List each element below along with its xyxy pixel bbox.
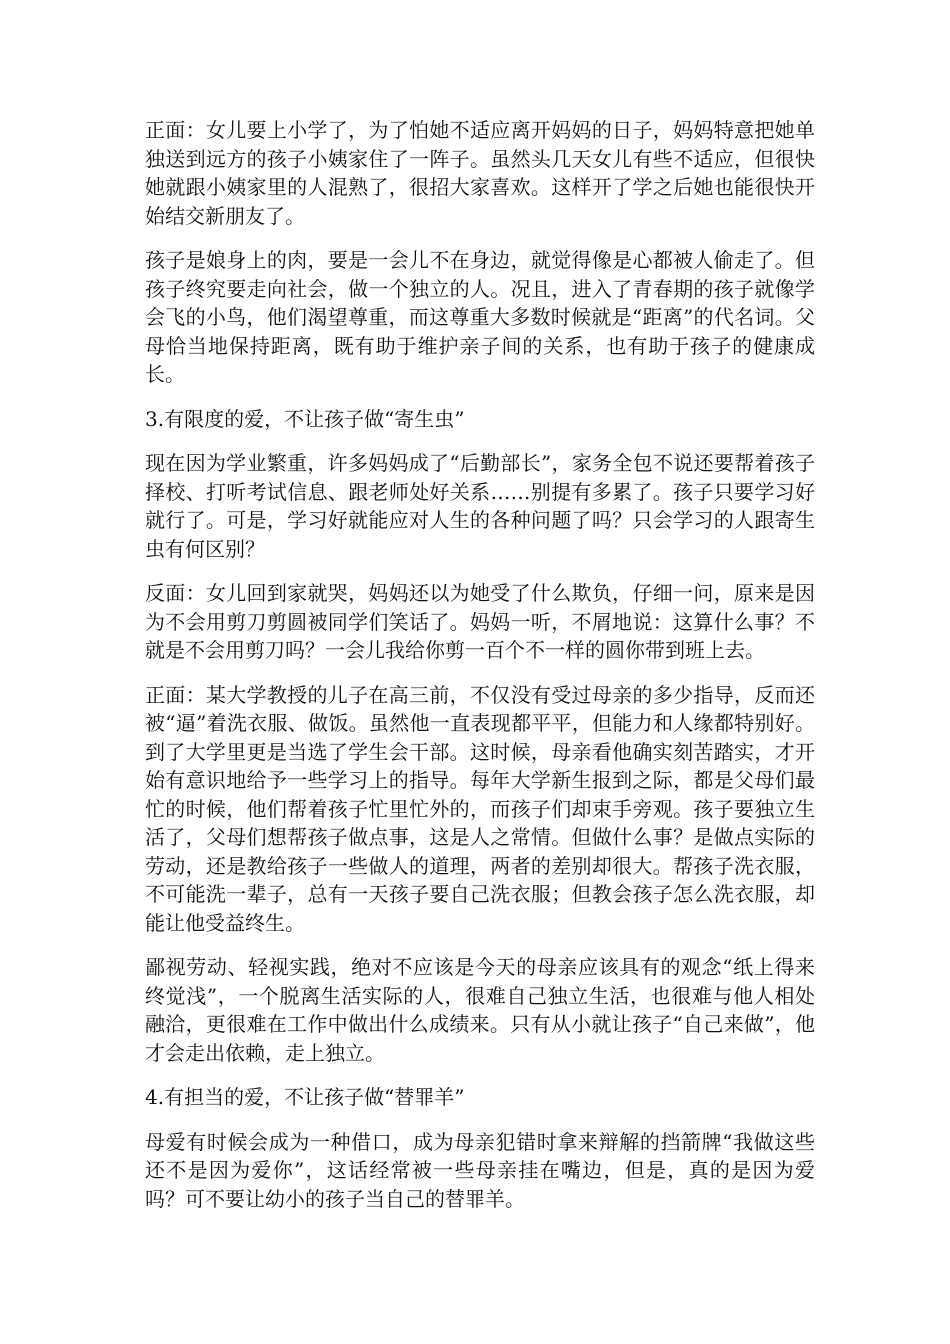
paragraph-logistics-mother: 现在因为学业繁重，许多妈妈成了“后勤部长”，家务全包不说还要帮着孩子择校、打听考试信息、跟老师处好关系……别提有多累了。孩子只要学习好就行了。可是，学习好就能应对人生的各种问题了吗？只会学习的人跟寄生虫有何区别？ [145, 451, 815, 561]
section-heading-3: 3.有限度的爱，不让孩子做“寄生虫” [145, 406, 465, 431]
paragraph-labor-practice: 鄙视劳动、轻视实践，绝对不应该是今天的母亲应该具有的观念“纸上得来终觉浅”，一个脱离生活实际的人，很难自己独立生活，也很难与他人相处融洽，更很难在工作中做出什么成绩来。只有从小就让孩子“自己来做”，他才会走出依赖，走上独立。 [145, 955, 815, 1065]
paragraph-positive-example-kindergarten: 正面：女儿要上小学了，为了怕她不适应离开妈妈的日子，妈妈特意把她单独送到远方的孩子小姨家住了一阵子。虽然头几天女儿有些不适应，但很快她就跟小姨家里的人混熟了，很招大家喜欢。这样开了学之后她也能很快开始结交新朋友了。 [145, 118, 815, 228]
paragraph-positive-example-professor: 正面：某大学教授的儿子在高三前，不仅没有受过母亲的多少指导，反而还被“逼”着洗衣服、做饭。虽然他一直表现都平平，但能力和人缘都特别好。到了大学里更是当选了学生会干部。这时候，母亲看他确实刻苦踏实，才开始有意识地给予一些学习上的指导。每年大学新生报到之际，都是父母们最忙的时候，他们帮着孩子忙里忙外的，而孩子们却束手旁观。孩子要独立生活了，父母们想帮孩子做点事，这是人之常情。但做什么事？是做点实际的劳动，还是教给孩子一些做人的道理，两者的差别却很大。帮孩子洗衣服，不可能洗一辈子，总有一天孩子要自己洗衣服；但教会孩子怎么洗衣服，却能让他受益终生。 [145, 682, 815, 935]
section-heading-4: 4.有担当的爱，不让孩子做“替罪羊” [145, 1085, 465, 1109]
document-page [145, 116, 815, 1229]
paragraph-distance-respect: 孩子是娘身上的肉，要是一会儿不在身边，就觉得像是心都被人偷走了。但孩子终究要走向社会，做一个独立的人。况且，进入了青春期的孩子就像学会飞的小鸟，他们渴望尊重，而这尊重大多数时候就是“距离”的代名词。父母恰当地保持距离，既有助于维护亲子间的关系，也有助于孩子的健康成长。 [145, 248, 815, 386]
paragraph-scapegoat: 母爱有时候会成为一种借口，成为母亲犯错时拿来辩解的挡箭牌“我做这些还不是因为爱你”，这话经常被一些母亲挂在嘴边，但是，真的是因为爱吗？可不要让幼小的孩子当自己的替罪羊。 [145, 1129, 815, 1211]
paragraph-negative-example-scissors: 反面：女儿回到家就哭，妈妈还以为她受了什么欺负，仔细一问，原来是因为不会用剪刀剪圆被同学们笑话了。妈妈一听，不屑地说：这算什么事？不就是不会用剪刀吗？一会儿我给你剪一百个不一样的圆你带到班上去。 [145, 581, 815, 662]
